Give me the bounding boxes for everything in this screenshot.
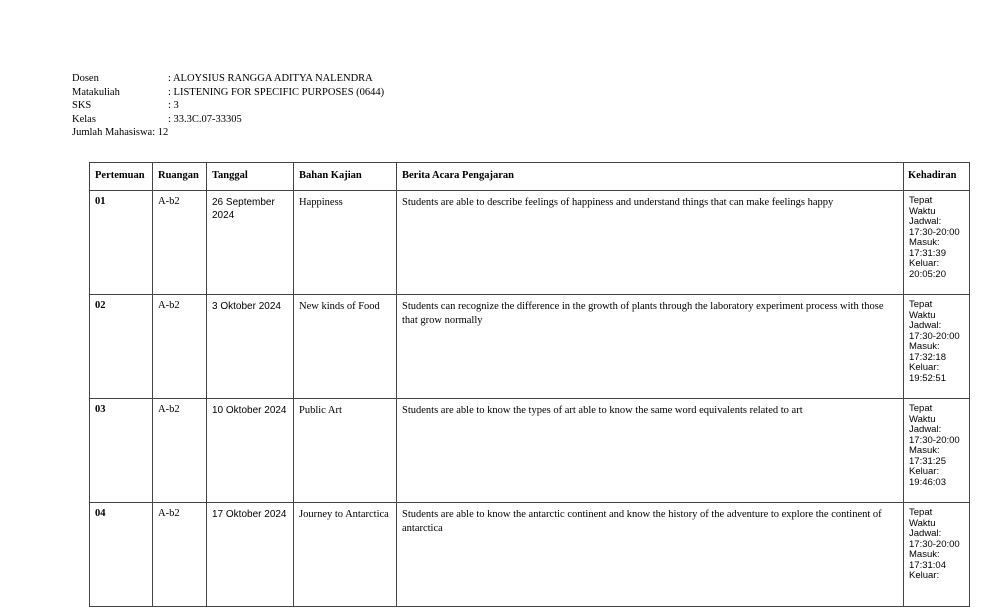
table-row [90,191,970,295]
cell-bahan-kajian: Public Art [294,399,397,503]
kehadiran-line: 19:46:03 [909,476,946,488]
dosen-label: Dosen [72,73,99,84]
cell-tanggal: 10 Oktober 2024 [207,399,294,503]
col-header-ruangan: Ruangan [153,163,207,191]
kehadiran-line: 17:31:39 [909,247,946,259]
dosen-row [72,72,384,86]
cell-pertemuan: 02 [90,295,153,399]
cell-berita-acara: Students are able to describe feelings of happiness and understand things that can make feelings happy [397,191,904,295]
kehadiran-line: Waktu [909,517,936,529]
jumlah-value: : 12 [152,127,169,138]
col-header-pertemuan: Pertemuan [90,163,153,191]
kehadiran-line: Waktu [909,205,936,217]
kehadiran-line: Tepat [909,195,933,206]
matakuliah-label: Matakuliah [72,86,120,98]
kehadiran-line: Waktu [909,413,936,425]
jumlah-row [72,126,384,140]
cell-kehadiran [904,295,970,399]
cell-tanggal: 3 Oktober 2024 [207,295,294,399]
kehadiran-line: Tepat [909,299,933,310]
kelas-row [72,113,384,127]
table-row [90,399,970,503]
cell-ruangan: A-b2 [153,191,207,295]
kehadiran-line: Keluar: [909,362,940,373]
kehadiran-line: Jadwal: [909,216,942,227]
kehadiran-line: Jadwal: [909,320,942,331]
cell-berita-acara: Students can recognize the difference in the growth of plants through the laboratory experiment process with those that grow normally [397,295,904,399]
course-header [72,72,384,140]
kelas-value: : 33.3C.07-33305 [168,113,242,125]
cell-bahan-kajian: Journey to Antarctica [294,503,397,607]
kehadiran-line: Waktu [909,309,936,321]
col-header-bahan-kajian: Bahan Kajian [294,163,397,191]
kehadiran-line: 19:52:51 [909,372,946,384]
cell-pertemuan: 04 [90,503,153,607]
cell-pertemuan: 03 [90,399,153,503]
col-header-berita-acara: Berita Acara Pengajaran [397,163,904,191]
cell-tanggal: 26 September 2024 [207,191,294,295]
jumlah-label: Jumlah Mahasiswa [72,127,153,138]
table-row [90,295,970,399]
kehadiran-line: 17:31:25 [909,455,946,467]
cell-pertemuan: 01 [90,191,153,295]
kehadiran-line: 17:30-20:00 [909,226,960,238]
kehadiran-line: Keluar: [909,466,940,477]
kehadiran-line: Masuk: [909,341,940,352]
cell-ruangan: A-b2 [153,295,207,399]
cell-berita-acara: Students are able to know the antarctic continent and know the history of the adventure to explore the continent of antarctica [397,503,904,607]
matakuliah-row [72,86,384,100]
dosen-value: : ALOYSIUS RANGGA ADITYA NALENDRA [168,73,373,84]
kehadiran-line: Keluar: [909,258,940,269]
matakuliah-value: : LISTENING FOR SPECIFIC PURPOSES (0644) [168,86,385,98]
kehadiran-line: Masuk: [909,445,940,456]
cell-bahan-kajian: New kinds of Food [294,295,397,399]
kehadiran-line: 17:30-20:00 [909,330,960,342]
kehadiran-line: 17:30-20:00 [909,434,960,446]
table-header-row [90,163,970,191]
kehadiran-line: Jadwal: [909,528,942,539]
cell-kehadiran [904,191,970,295]
kehadiran-line: Tepat [909,507,933,518]
table-row [90,503,970,607]
cell-ruangan: A-b2 [153,399,207,503]
cell-kehadiran [904,399,970,503]
sks-label: SKS [72,100,92,111]
cell-tanggal: 17 Oktober 2024 [207,503,294,607]
cell-ruangan: A-b2 [153,503,207,607]
kehadiran-line: Tepat [909,403,933,414]
sks-row [72,99,384,113]
kehadiran-line: Masuk: [909,549,940,560]
cell-berita-acara: Students are able to know the types of art able to know the same word equivalents related to art [397,399,904,503]
sks-value: : 3 [168,100,179,111]
kelas-label: Kelas [72,113,96,125]
kehadiran-line: 17:31:04 [909,559,946,571]
kehadiran-line: 17:32:18 [909,351,946,363]
kehadiran-line: 20:05:20 [909,268,946,280]
kehadiran-line: 17:30-20:00 [909,538,960,550]
kehadiran-line: Keluar: [909,570,940,581]
kehadiran-line: Jadwal: [909,424,942,435]
col-header-tanggal: Tanggal [207,163,294,191]
cell-kehadiran [904,503,970,607]
col-header-kehadiran: Kehadiran [904,163,970,191]
kehadiran-line: Masuk: [909,237,940,248]
attendance-table [89,162,970,607]
cell-bahan-kajian: Happiness [294,191,397,295]
